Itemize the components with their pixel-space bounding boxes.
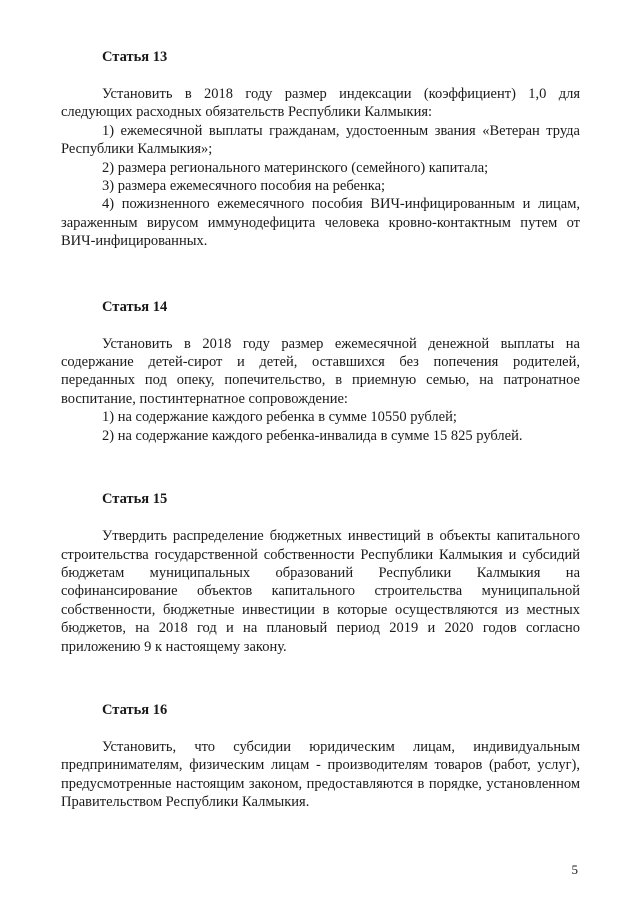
article-title: Статья 16 <box>102 701 168 718</box>
list-item: 2) на содержание каждого ребенка-инвалида в сумме 15 825 рублей. <box>102 427 523 444</box>
article-15 <box>61 490 580 656</box>
page-number: 5 <box>571 862 578 877</box>
article-14 <box>61 298 580 445</box>
list-item: 1) на содержание каждого ребенка в сумме 10550 рублей; <box>102 409 457 426</box>
list-item: 3) размера ежемесячного пособия на ребенка; <box>102 178 386 195</box>
article-title: Статья 13 <box>102 49 168 65</box>
article-title: Статья 14 <box>102 298 168 315</box>
article-16 <box>61 701 580 812</box>
article-paragraph: Установить в 2018 году размер ежемесячной денежной выплаты на содержание детей-сирот и детей, оставшихся без попечения родителей, переданных под опеку, попечительство, в приемную семью, на патронатное воспитание, постинтернатное сопровождение: <box>61 335 580 407</box>
list-item: 2) размера регионального материнского (семейного) капитала; <box>102 159 489 176</box>
list-item: 4) пожизненного ежемесячного пособия ВИЧ-инфицированным и лицам, зараженным вирусом иммунодефицита человека кровно-контактным путем от ВИЧ-инфицированных. <box>61 196 580 250</box>
article-paragraph: Установить в 2018 году размер индексации (коэффициент) 1,0 для следующих расходных обязательств Республики Калмыкия: <box>61 86 580 121</box>
document-body <box>61 48 580 812</box>
article-paragraph: Установить, что субсидии юридическим лицам, индивидуальным предпринимателям, физическим лицам - производителям товаров (работ, услуг), предусмотренные настоящим законом, предоставляются в порядке, установленном Правительством Республики Калмыкия. <box>61 738 580 811</box>
article-title: Статья 15 <box>102 491 168 508</box>
article-paragraph: Утвердить распределение бюджетных инвестиций в объекты капитального строительства государственной собственности Республики Калмыкия и субсидий бюджетам муниципальных образований Республики Калмыкия на софинансирование объектов капитального строительства муниципальной собственности, бюджетные инвестиции в которые осуществляются из местных бюджетов, на 2018 год и на плановый период 2019 и 2020 годов согласно приложению 9 к настоящему закону. <box>61 528 580 655</box>
list-item: 1) ежемесячной выплаты гражданам, удостоенным звания «Ветеран труда Республики Калмыкия»; <box>61 122 580 158</box>
article-13 <box>61 48 580 251</box>
